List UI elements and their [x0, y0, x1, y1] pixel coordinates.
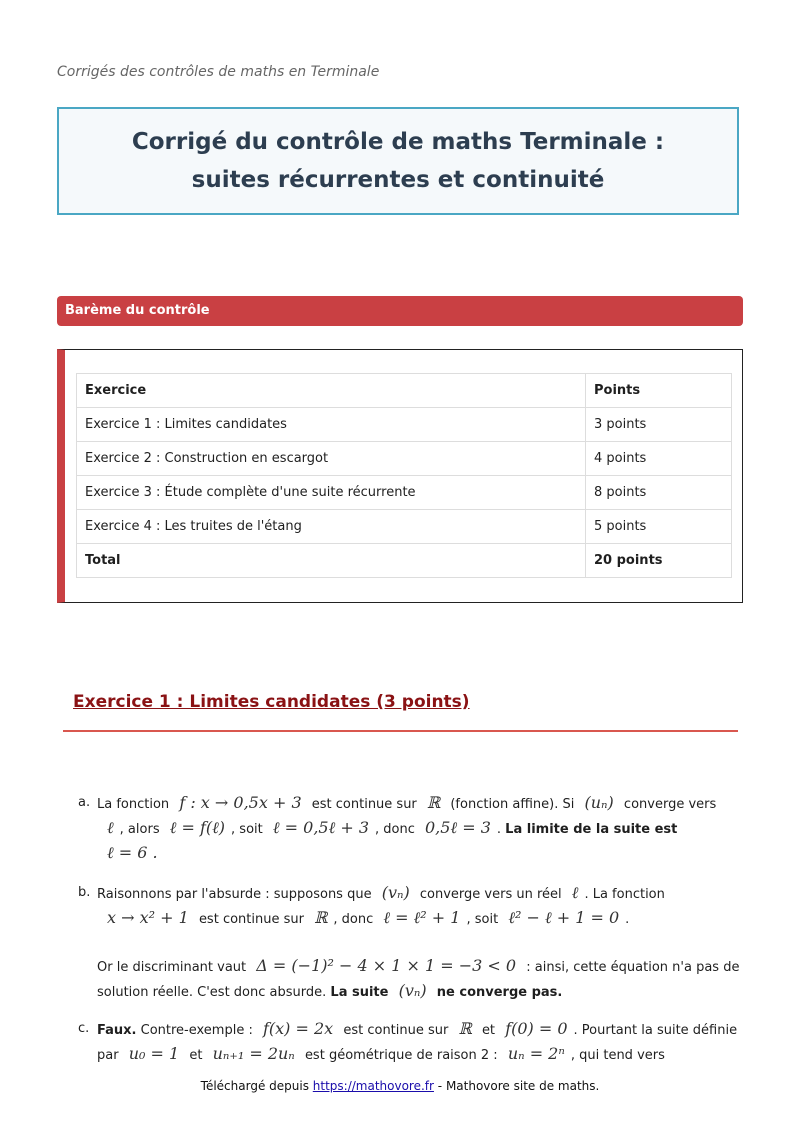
text: , donc	[375, 822, 415, 837]
bold-text: La suite	[330, 985, 389, 1000]
math-formula: (vₙ)	[381, 883, 410, 902]
text: est continue sur	[311, 797, 417, 812]
title-box	[57, 107, 739, 215]
math-formula: ℝ	[314, 908, 328, 927]
footer	[0, 1079, 800, 1093]
column-header-exercice: Exercice	[77, 374, 586, 408]
text: : ainsi, cette équation n'a pas de solution réelle. C'est donc absurde.	[97, 960, 740, 1000]
table-header-row	[77, 374, 732, 408]
text: . Pourtant la suite définie par	[97, 1023, 738, 1063]
math-formula: x → x² + 1	[107, 908, 189, 927]
text: (fonction affine). Si	[450, 797, 575, 812]
text: La fonction	[97, 797, 170, 812]
bareme-table-box	[57, 349, 743, 603]
math-formula: f(0) = 0	[505, 1019, 568, 1038]
cell-points: 5 points	[586, 510, 732, 544]
text: , alors	[119, 822, 160, 837]
cell-exercice: Exercice 4 : Les truites de l'étang	[77, 510, 586, 544]
answer-letter: c.	[78, 1021, 90, 1036]
math-formula: ℝ	[426, 793, 441, 812]
text: , soit	[466, 912, 499, 927]
section-divider	[63, 730, 738, 732]
math-formula: Δ = (−1)² − 4 × 1 × 1 = −3 < 0	[256, 956, 517, 975]
text: converge vers	[623, 797, 717, 812]
table-row	[77, 510, 732, 544]
cell-exercice: Exercice 2 : Construction en escargot	[77, 442, 586, 476]
breadcrumb: Corrigés des contrôles de maths en Terminale	[57, 64, 380, 80]
cell-points: 8 points	[586, 476, 732, 510]
cell-total-label: Total	[77, 544, 586, 578]
math-formula: ℓ	[571, 883, 579, 902]
table-row	[77, 476, 732, 510]
exercise-1-title: Exercice 1 : Limites candidates (3 points)	[73, 692, 470, 712]
answer-letter: b.	[78, 885, 91, 900]
column-header-points: Points	[586, 374, 732, 408]
cell-exercice: Exercice 3 : Étude complète d'une suite récurrente	[77, 476, 586, 510]
bold-text: Faux.	[97, 1023, 137, 1038]
answer-letter: a.	[78, 795, 91, 810]
table-row	[77, 442, 732, 476]
text: Or le discriminant vaut	[97, 960, 247, 975]
footer-suffix: - Mathovore site de maths.	[437, 1079, 600, 1093]
table-row	[77, 408, 732, 442]
text: Raisonnons par l'absurde : supposons que	[97, 887, 372, 902]
math-formula: 0,5ℓ = 3	[425, 818, 491, 837]
text: est continue sur	[198, 912, 304, 927]
bold-text: La limite de la suite est	[505, 822, 678, 837]
bareme-heading: Barème du contrôle	[57, 296, 743, 326]
text: est continue sur	[343, 1023, 449, 1038]
math-formula: (uₙ)	[584, 793, 614, 812]
answer-c	[78, 1017, 748, 1067]
math-formula: f(x) = 2x	[262, 1019, 334, 1038]
math-formula: ℓ = 0,5ℓ + 3	[272, 818, 369, 837]
math-formula: u₀ = 1	[128, 1044, 180, 1063]
math-formula: ℓ = f(ℓ)	[169, 818, 226, 837]
footer-link[interactable]: https://mathovore.fr	[312, 1079, 434, 1093]
text: est géométrique de raison 2 :	[304, 1048, 498, 1063]
table-total-row	[77, 544, 732, 578]
text: et	[481, 1023, 496, 1038]
math-formula: (vₙ)	[398, 981, 427, 1000]
math-formula: ℓ	[107, 818, 114, 837]
cell-exercice: Exercice 1 : Limites candidates	[77, 408, 586, 442]
math-formula: f : x → 0,5x + 3	[179, 793, 302, 812]
math-formula: uₙ₊₁ = 2uₙ	[212, 1044, 295, 1063]
math-formula: ℓ = ℓ² + 1	[383, 908, 461, 927]
answer-b	[78, 881, 748, 1004]
footer-prefix: Téléchargé depuis	[200, 1079, 309, 1093]
bareme-table	[76, 373, 732, 578]
text: converge vers un réel	[419, 887, 562, 902]
text: Contre-exemple :	[140, 1023, 253, 1038]
cell-points: 3 points	[586, 408, 732, 442]
bold-text: ne converge pas.	[436, 985, 563, 1000]
math-formula: ℓ = 6 .	[107, 843, 158, 862]
math-formula: uₙ = 2ⁿ	[507, 1044, 565, 1063]
math-formula: ℝ	[458, 1019, 472, 1038]
cell-points: 4 points	[586, 442, 732, 476]
text: , qui tend vers	[570, 1048, 665, 1063]
text: .	[496, 822, 502, 837]
text: . La fonction	[584, 887, 665, 902]
page-title: Corrigé du contrôle de maths Terminale : suites récurrentes et continuité	[131, 129, 665, 193]
text: .	[625, 912, 630, 927]
answer-a	[78, 791, 748, 866]
text: , donc	[333, 912, 374, 927]
cell-total-points: 20 points	[586, 544, 732, 578]
text: , soit	[231, 822, 263, 837]
math-formula: ℓ² − ℓ + 1 = 0	[508, 908, 620, 927]
text: et	[189, 1048, 203, 1063]
